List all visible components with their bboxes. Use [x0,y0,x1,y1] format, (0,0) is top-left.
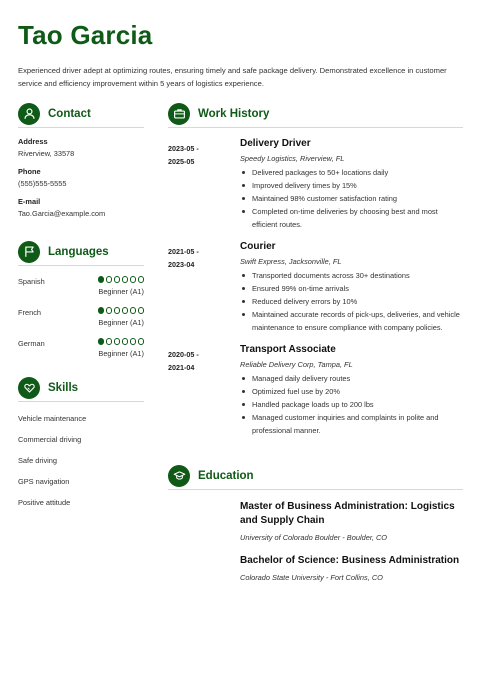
job-body [240,241,463,334]
education-header [168,466,463,490]
job-dates [168,245,228,271]
job-bullet: Completed on-time deliveries by choosing best and most efficient routes. [240,205,463,231]
job-end-date: 2025-05 [168,157,195,166]
language-item [18,337,144,368]
work-history-section [168,104,463,437]
language-rating [98,276,145,283]
rating-dot-empty [122,307,129,314]
skill-item: Positive attitude [18,498,71,507]
language-level: Beginner (A1) [98,349,144,358]
rating-dot-empty [138,338,145,345]
job-end-date: 2021-04 [168,363,195,372]
skill-item: Safe driving [18,456,58,465]
language-name: French [18,308,42,317]
rating-dot-filled [98,276,105,283]
rating-dot-empty [138,307,145,314]
rating-dot-filled [98,338,105,345]
rating-dot-empty [130,276,137,283]
education-degree: Master of Business Administration: Logistics and Supply Chain [240,501,455,526]
job-bullet: Ensured 99% on-time arrivals [240,282,463,295]
handshake-icon [18,377,40,399]
job-bullet: Transported documents across 30+ destinations [240,269,463,282]
skill-item: Commercial driving [18,435,82,444]
job-bullet: Improved delivery times by 15% [240,179,463,192]
rating-dot-empty [114,307,121,314]
job-entry [168,241,463,334]
right-column [168,104,463,582]
job-bullets [240,166,463,231]
contact-list [18,137,144,218]
left-column [18,104,144,507]
rating-dot-empty [130,338,137,345]
job-bullet: Maintained 98% customer satisfaction rating [240,192,463,205]
language-item [18,306,144,337]
rating-dot-empty [114,338,121,345]
contact-title: Contact [48,107,91,120]
graduation-cap-icon [168,465,190,487]
rating-dot-filled [98,307,105,314]
skill-item: GPS navigation [18,477,70,486]
rating-dot-empty [106,338,113,345]
job-bullet: Managed customer inquiries and complaints in polite and professional manner. [240,411,463,437]
education-school: University of Colorado Boulder - Boulder, CO [240,533,388,542]
job-bullet: Optimized fuel use by 20% [240,385,463,398]
education-title: Education [198,469,254,482]
job-title: Transport Associate [240,344,336,355]
job-body [240,138,463,231]
language-level: Beginner (A1) [98,287,144,296]
contact-value: Riverview, 33578 [18,149,75,158]
skills-section [18,378,144,517]
rating-dot-empty [122,338,129,345]
contact-header [18,104,144,128]
job-start-date: 2020-05 - [168,350,199,359]
contact-label: Phone [18,167,41,176]
languages-title: Languages [48,245,109,258]
rating-dot-empty [130,307,137,314]
skill-item: Vehicle maintenance [18,414,87,423]
job-bullet: Delivered packages to 50+ locations daily [240,166,463,179]
rating-dot-empty [114,276,121,283]
languages-header [18,242,144,266]
job-company: Reliable Delivery Corp, Tampa, FL [240,360,353,369]
contact-label: Address [18,137,48,146]
contact-section [18,104,144,218]
flag-icon [18,241,40,263]
job-bullet: Handled package loads up to 200 lbs [240,398,463,411]
education-list [240,500,463,582]
job-bullet: Maintained accurate records of pick-ups, deliveries, and vehicle maintenance to ensure compliance with company policies. [240,308,463,334]
job-body [240,344,463,437]
language-rating [98,307,145,314]
job-title: Courier [240,241,276,252]
language-name: Spanish [18,277,45,286]
job-bullet: Reduced delivery errors by 10% [240,295,463,308]
job-bullets [240,269,463,334]
job-entry [168,138,463,231]
language-list [18,275,144,368]
skill-list [18,412,144,509]
job-start-date: 2021-05 - [168,247,199,256]
language-item [18,275,144,306]
language-level: Beginner (A1) [98,318,144,327]
education-school: Colorado State University - Fort Collins, CO [240,573,383,582]
languages-section [18,242,144,368]
person-icon [18,103,40,125]
education-degree: Bachelor of Science: Business Administration [240,555,460,566]
job-bullet: Managed daily delivery routes [240,372,463,385]
work-history-title: Work History [198,107,270,120]
rating-dot-empty [106,307,113,314]
job-dates [168,348,228,374]
language-name: German [18,339,45,348]
job-end-date: 2023-04 [168,260,195,269]
rating-dot-empty [122,276,129,283]
job-list [168,138,463,437]
job-start-date: 2023-05 - [168,144,199,153]
contact-value: Tao.Garcia@example.com [18,209,106,218]
contact-value: (555)555-5555 [18,179,67,188]
job-bullets [240,372,463,437]
skills-header [18,378,144,402]
education-section [168,466,463,594]
job-entry [168,344,463,437]
profile-summary: Experienced driver adept at optimizing routes, ensuring timely and safe package delivery. Demonstrated excellence in customer service and efficiency improvement within 5 years of logistics experience. [18,66,447,88]
rating-dot-empty [138,276,145,283]
language-rating [98,338,145,345]
job-company: Swift Express, Jacksonville, FL [240,257,342,266]
work-history-header [168,104,463,128]
rating-dot-empty [106,276,113,283]
job-dates [168,142,228,168]
job-company: Speedy Logistics, Riverview, FL [240,154,345,163]
skills-title: Skills [48,381,79,394]
contact-label: E-mail [18,197,41,206]
briefcase-icon [168,103,190,125]
job-title: Delivery Driver [240,138,311,149]
candidate-name: Tao Garcia [18,20,153,50]
